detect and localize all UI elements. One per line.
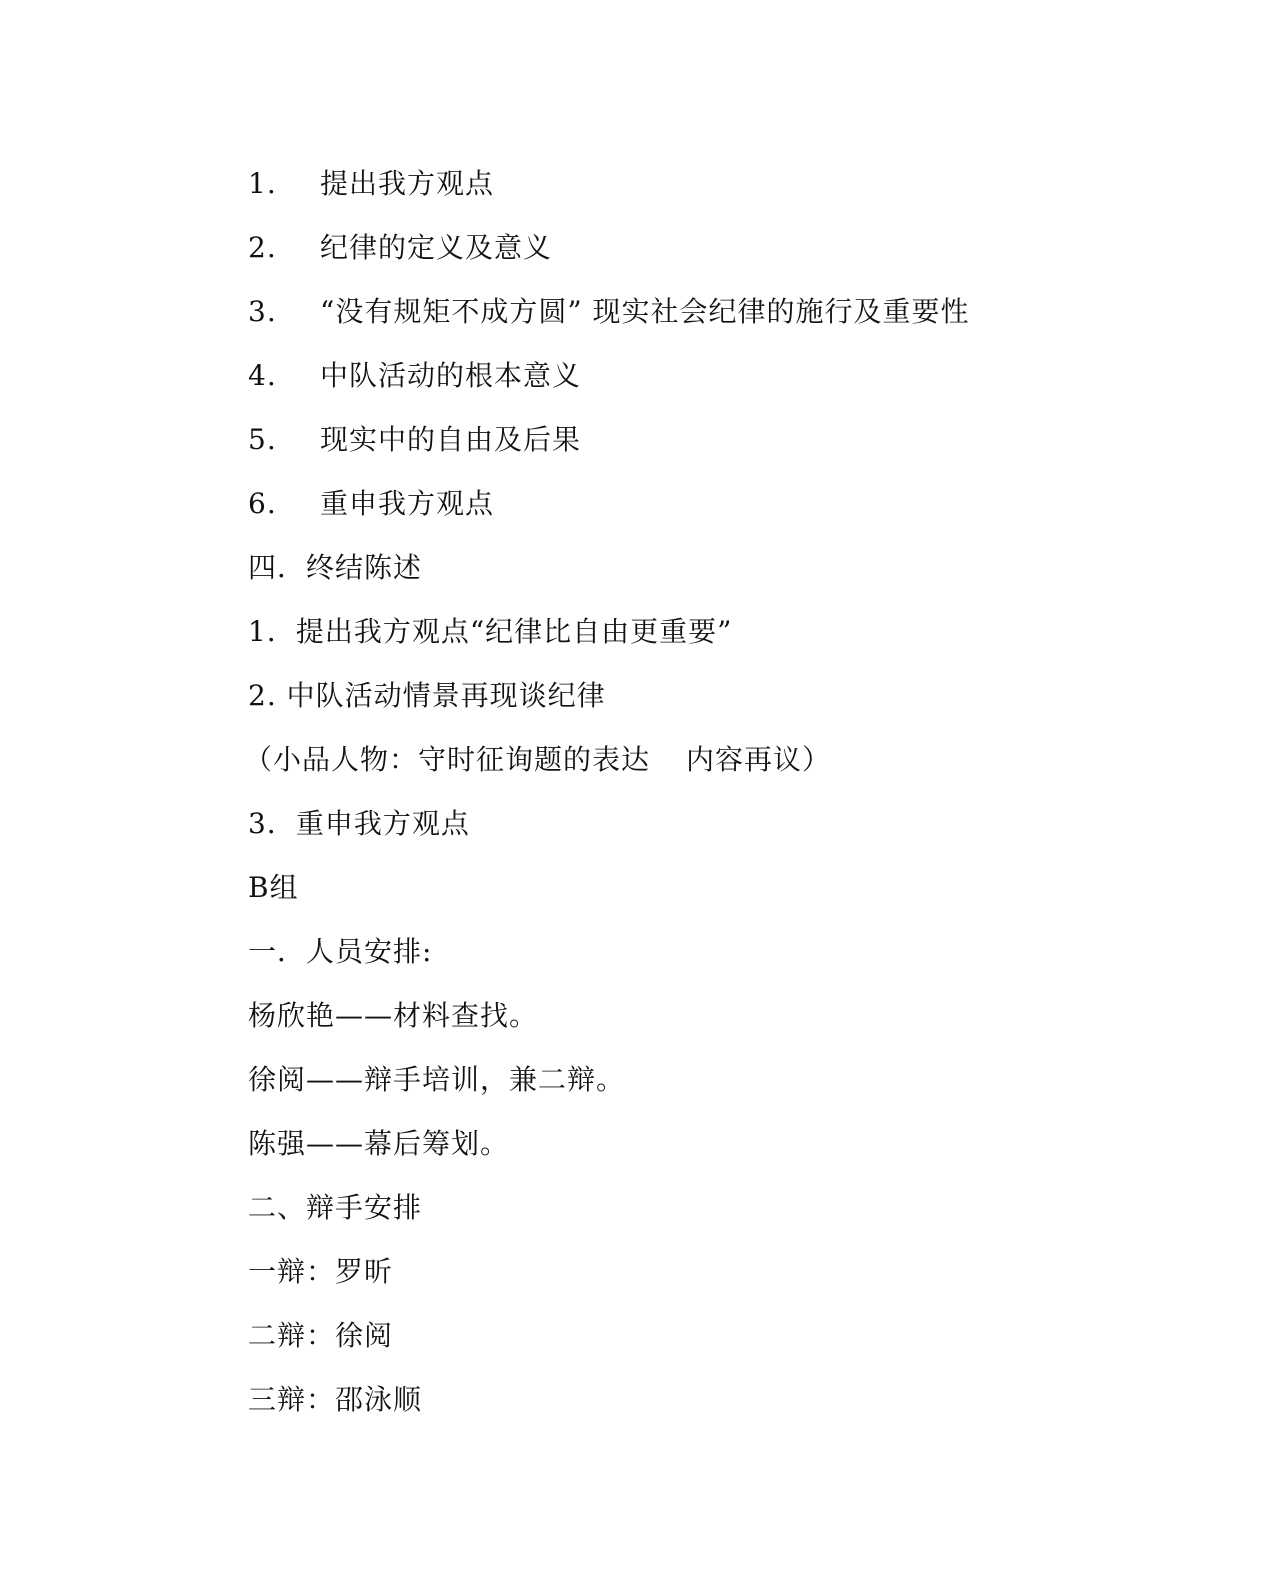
item-text: 重申我方观点 <box>320 487 495 520</box>
debater-line-1: 一辩：罗昕 <box>248 1255 394 1288</box>
skit-note-part2: 内容再议） <box>686 743 832 776</box>
item-number: 6. <box>248 487 277 520</box>
debater-line-3: 三辩：邵泳顺 <box>248 1383 423 1416</box>
skit-note <box>244 742 831 778</box>
skit-note-part1: （小品人物：守时征询题的表达 <box>244 743 651 776</box>
item-number: 4. <box>248 359 277 392</box>
item-number: 3. <box>248 295 277 328</box>
numbered-item-4 <box>248 358 581 394</box>
item-text: 纪律的定义及意义 <box>320 231 553 264</box>
item-text: 提出我方观点 <box>320 167 495 200</box>
numbered-item-2 <box>248 230 552 266</box>
item-text: “没有规矩不成方圆” 现实社会纪律的施行及重要性 <box>320 295 970 328</box>
staff-line-1: 杨欣艳——材料查找。 <box>248 999 539 1032</box>
item-text: 中队活动的根本意义 <box>320 359 582 392</box>
closing-point-1: 1．提出我方观点“纪律比自由更重要” <box>248 615 733 648</box>
numbered-item-6 <box>248 486 494 522</box>
numbered-item-3 <box>248 294 970 330</box>
group-b-heading: B组 <box>248 871 299 904</box>
section-heading-staff: 一．人员安排: <box>248 935 433 968</box>
item-number: 5. <box>248 423 277 456</box>
closing-point-3: 3．重申我方观点 <box>248 807 470 840</box>
section-heading-closing-statement: 四．终结陈述 <box>248 551 423 584</box>
numbered-item-5 <box>248 422 581 458</box>
closing-point-2: 2. 中队活动情景再现谈纪律 <box>248 679 606 712</box>
numbered-item-1 <box>248 166 494 202</box>
staff-line-3: 陈强——幕后筹划。 <box>248 1127 510 1160</box>
staff-line-2: 徐阅——辩手培训，兼二辩。 <box>248 1063 626 1096</box>
item-number: 1. <box>248 167 277 200</box>
debater-line-2: 二辩：徐阅 <box>248 1319 394 1352</box>
item-text: 现实中的自由及后果 <box>320 423 582 456</box>
item-number: 2. <box>248 231 277 264</box>
section-heading-debaters: 二、辩手安排 <box>248 1191 423 1224</box>
